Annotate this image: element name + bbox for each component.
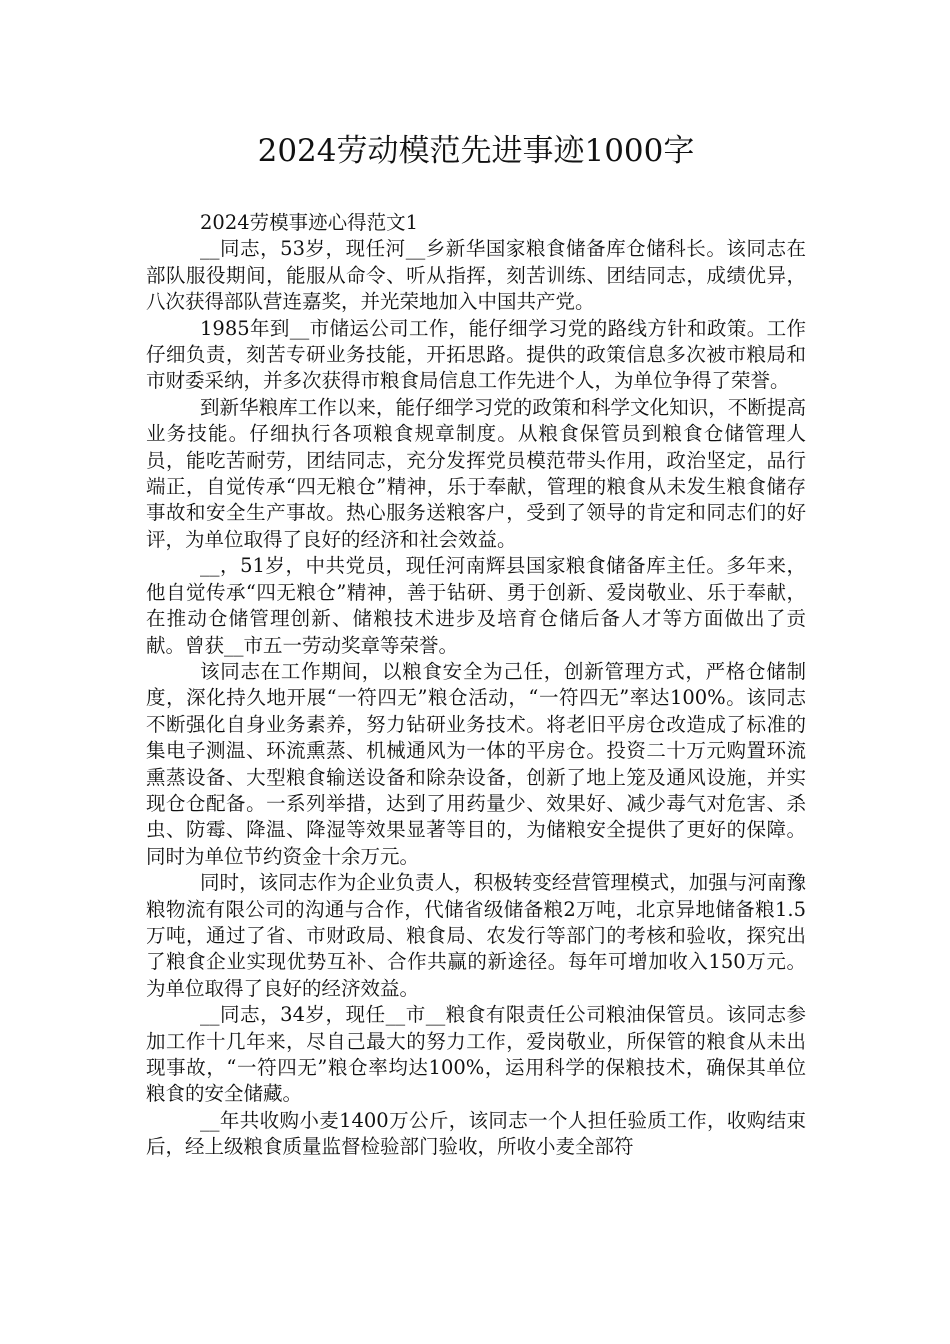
paragraph-1: __同志，53岁，现任河__乡新华国家粮食储备库仓储科长。该同志在部队服役期间，能服从命令、听从指挥，刻苦训练、团结同志，成绩优异，八次获得部队营连嘉奖，并光荣地加入中国共产党。: [146, 237, 806, 314]
paragraph-8: __年共收购小麦1400万公斤，该同志一个人担任验质工作，收购结束后，经上级粮食质量监督检验部门验收，所收小麦全部符: [146, 1108, 806, 1159]
paragraph-4: __，51岁，中共党员，现任河南辉县国家粮食储备库主任。多年来，他自觉传承“四无粮仓”精神，善于钻研、勇于创新、爱岗敬业、乐于奉献，在推动仓储管理创新、储粮技术进步及培育仓储后备人才等方面做出了贡献。曾获__市五一劳动奖章等荣誉。: [146, 554, 806, 657]
paragraph-2: 1985年到__市储运公司工作，能仔细学习党的路线方针和政策。工作仔细负责，刻苦专研业务技能，开拓思路。提供的政策信息多次被市粮局和市财委采纳，并多次获得市粮食局信息工作先进个人，为单位争得了荣誉。: [146, 316, 806, 393]
paragraph-7: __同志，34岁，现任__市__粮食有限责任公司粮油保管员。该同志参加工作十几年来，尽自己最大的努力工作，爱岗敬业，所保管的粮食从未出现事故，“一符四无”粮仓率均达100%，运用科学的保粮技术，确保其单位粮食的安全储藏。: [146, 1003, 806, 1106]
document-page: [146, 128, 806, 1161]
paragraph-5: 该同志在工作期间，以粮食安全为己任，创新管理方式，严格仓储制度，深化持久地开展“一符四无”粮仓活动，“一符四无”率达100%。该同志不断强化自身业务素养，努力钻研业务技术。将老旧平房仓改造成了标准的集电子测温、环流熏蒸、机械通风为一体的平房仓。投资二十万元购置环流熏蒸设备、大型粮食输送设备和除杂设备，创新了地上笼及通风设施，并实现仓仓配备。一系列举措，达到了用药量少、效果好、减少毒气对危害、杀虫、防霉、降温、降湿等效果显著等目的，为储粮安全提供了更好的保障。同时为单位节约资金十余万元。: [146, 659, 806, 868]
paragraph-3: 到新华粮库工作以来，能仔细学习党的政策和科学文化知识，不断提高业务技能。仔细执行各项粮食规章制度。从粮食保管员到粮食仓储管理人员，能吃苦耐劳，团结同志，充分发挥党员模范带头作用，政治坚定，品行端正，自觉传承“四无粮仓”精神，乐于奉献，管理的粮食从未发生粮食储存事故和安全生产事故。热心服务送粮客户，受到了领导的肯定和同志们的好评，为单位取得了良好的经济和社会效益。: [146, 395, 806, 551]
document-subtitle: 2024劳模事迹心得范文1: [200, 211, 419, 234]
document-title: 2024劳动模范先进事迹1000字: [257, 133, 695, 169]
paragraph-6: 同时，该同志作为企业负责人，积极转变经营管理模式，加强与河南豫粮物流有限公司的沟通与合作，代储省级储备粮2万吨，北京异地储备粮1.5万吨，通过了省、市财政局、粮食局、农发行等部门的考核和验收，探究出了粮食企业实现优势互补、合作共赢的新途径。每年可增加收入150万元。为单位取得了良好的经济效益。: [146, 871, 806, 1000]
